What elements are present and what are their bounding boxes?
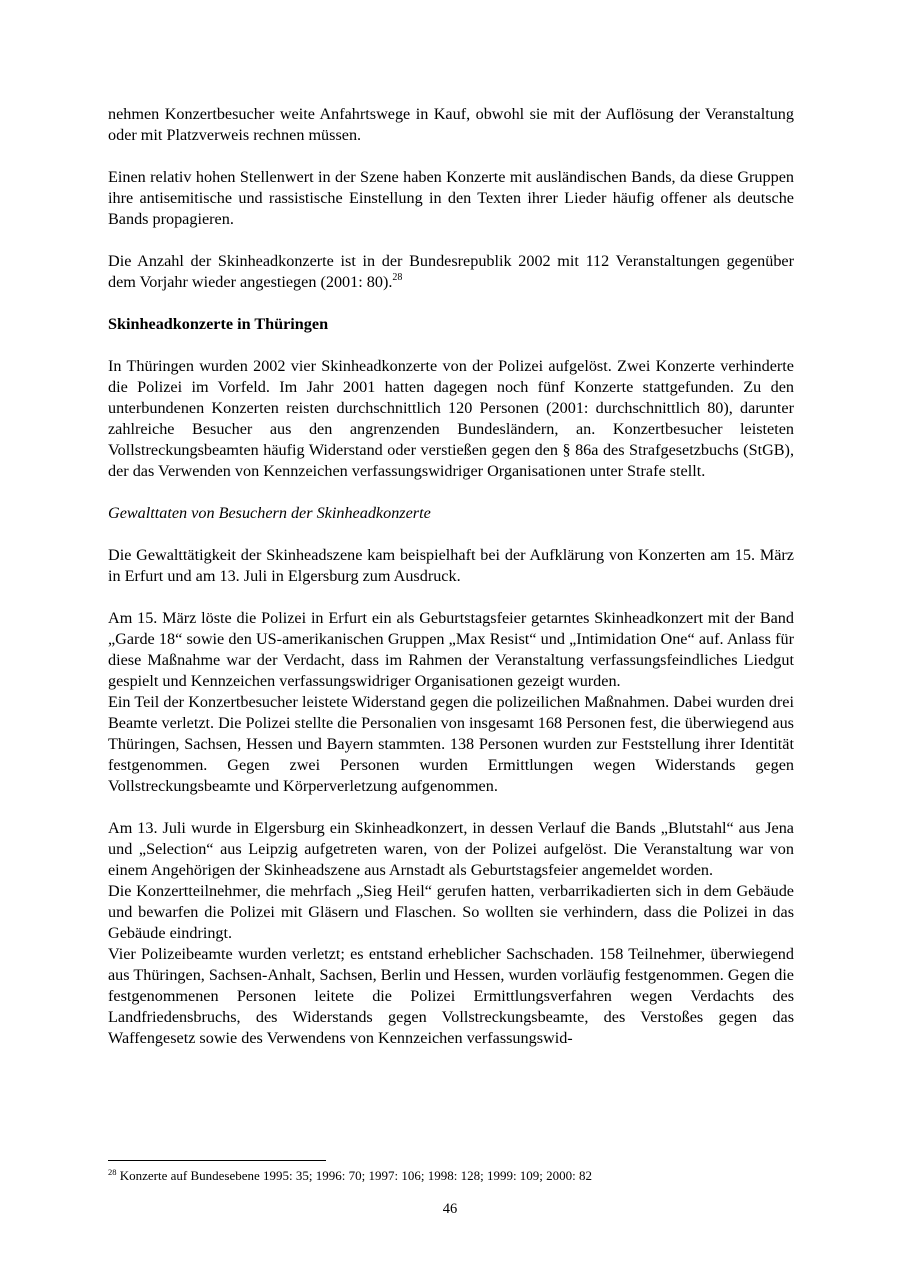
paragraph: In Thüringen wurden 2002 vier Skinheadkonzerte von der Polizei aufgelöst. Zwei Konzerte verhinderte die Polizei im Vorfeld. Im Jahr 2001 hatten dagegen noch fünf Konzerte stattgefunden. Zu den unterbundenen Konzerten reisten durchschnittlich 120 Personen (2001: durchschnittlich 80), darunter zahlreiche Besucher aus den angrenzenden Bundesländern, an. Konzertbesucher leisteten Vollstreckungsbeamten häufig Widerstand oder verstießen gegen den § 86a des Strafgesetzbuchs (StGB), der das Verwenden von Kennzeichen verfassungswidriger Organisationen unter Strafe stellt. (108, 357, 794, 480)
paragraph: Am 13. Juli wurde in Elgersburg ein Skinheadkonzert, in dessen Verlauf die Bands „Blutstahl“ aus Jena und „Selection“ aus Leipzig aufgetreten waren, von der Polizei aufgelöst. Die Veranstaltung war von einem Angehörigen der Skinheadszene aus Arnstadt als Geburtstagsfeier angemeldet worden. (108, 819, 794, 879)
paragraph: Ein Teil der Konzertbesucher leistete Widerstand gegen die polizeilichen Maßnahmen. Dabei wurden drei Beamte verletzt. Die Polizei stellte die Personalien von insgesamt 168 Personen fest, die überwiegend aus Thüringen, Sachsen, Hessen und Bayern stammten. 138 Personen wurden zur Feststellung ihrer Identität festgenommen. Gegen zwei Personen wurden Ermittlungen wegen Widerstands gegen Vollstreckungsbeamte und Körperverletzung aufgenommen. (108, 693, 794, 795)
paragraph: Vier Polizeibeamte wurden verletzt; es entstand erheblicher Sachschaden. 158 Teilnehmer, überwiegend aus Thüringen, Sachsen-Anhalt, Sachsen, Berlin und Hessen, wurden vorläufig festgenommen. Gegen die festgenommenen Personen leitete die Polizei Ermittlungsverfahren wegen Verdachts des Landfriedensbruchs, des Widerstands gegen Vollstreckungsbeamte, des Verstoßes gegen das Waffengesetz sowie des Verwendens von Kennzeichen verfassungswid- (108, 945, 794, 1047)
footnote-text: Konzerte auf Bundesebene 1995: 35; 1996: 70; 1997: 106; 1998: 128; 1999: 109; 2000: 82 (116, 1168, 593, 1183)
paragraph: Die Konzertteilnehmer, die mehrfach „Sieg Heil“ gerufen hatten, verbarrikadierten sich in dem Gebäude und bewarfen die Polizei mit Gläsern und Flaschen. So wollten sie verhindern, dass die Polizei in das Gebäude eindringt. (108, 882, 794, 942)
subsection-heading: Gewalttaten von Besuchern der Skinheadkonzerte (108, 504, 431, 522)
paragraph (108, 251, 794, 293)
paragraph: Am 15. März löste die Polizei in Erfurt ein als Geburtstagsfeier getarntes Skinheadkonzert mit der Band „Garde 18“ sowie den US-amerikanischen Gruppen „Max Resist“ und „Intimidation One“ auf. Anlass für diese Maßnahme war der Verdacht, dass im Rahmen der Veranstaltung verfassungsfeindliches Liedgut gespielt und Kennzeichen verfassungswidriger Organisationen gezeigt wurden. (108, 609, 794, 690)
paragraph: nehmen Konzertbesucher weite Anfahrtswege in Kauf, obwohl sie mit der Auflösung der Veranstaltung oder mit Platzverweis rechnen müssen. (108, 105, 794, 144)
page-body (108, 104, 794, 1049)
paragraph: Einen relativ hohen Stellenwert in der Szene haben Konzerte mit ausländischen Bands, da diese Gruppen ihre antisemitische und rassistische Einstellung in den Texten ihrer Lieder häufig offener als deutsche Bands propagieren. (108, 168, 794, 228)
footnote (108, 1168, 794, 1184)
page-number: 46 (442, 1201, 458, 1217)
footnote-number: 28 (108, 1167, 117, 1177)
paragraph-text: Die Anzahl der Skinheadkonzerte ist in der Bundesrepublik 2002 mit 112 Veranstaltungen gegenüber dem Vorjahr wieder angestiegen (2001: 80). (108, 252, 794, 291)
footnote-separator (108, 1160, 326, 1161)
footnote-reference[interactable]: 28 (392, 272, 403, 283)
section-heading: Skinheadkonzerte in Thüringen (108, 315, 329, 333)
paragraph: Die Gewalttätigkeit der Skinheadszene kam beispielhaft bei der Aufklärung von Konzerten am 15. März in Erfurt und am 13. Juli in Elgersburg zum Ausdruck. (108, 546, 794, 585)
